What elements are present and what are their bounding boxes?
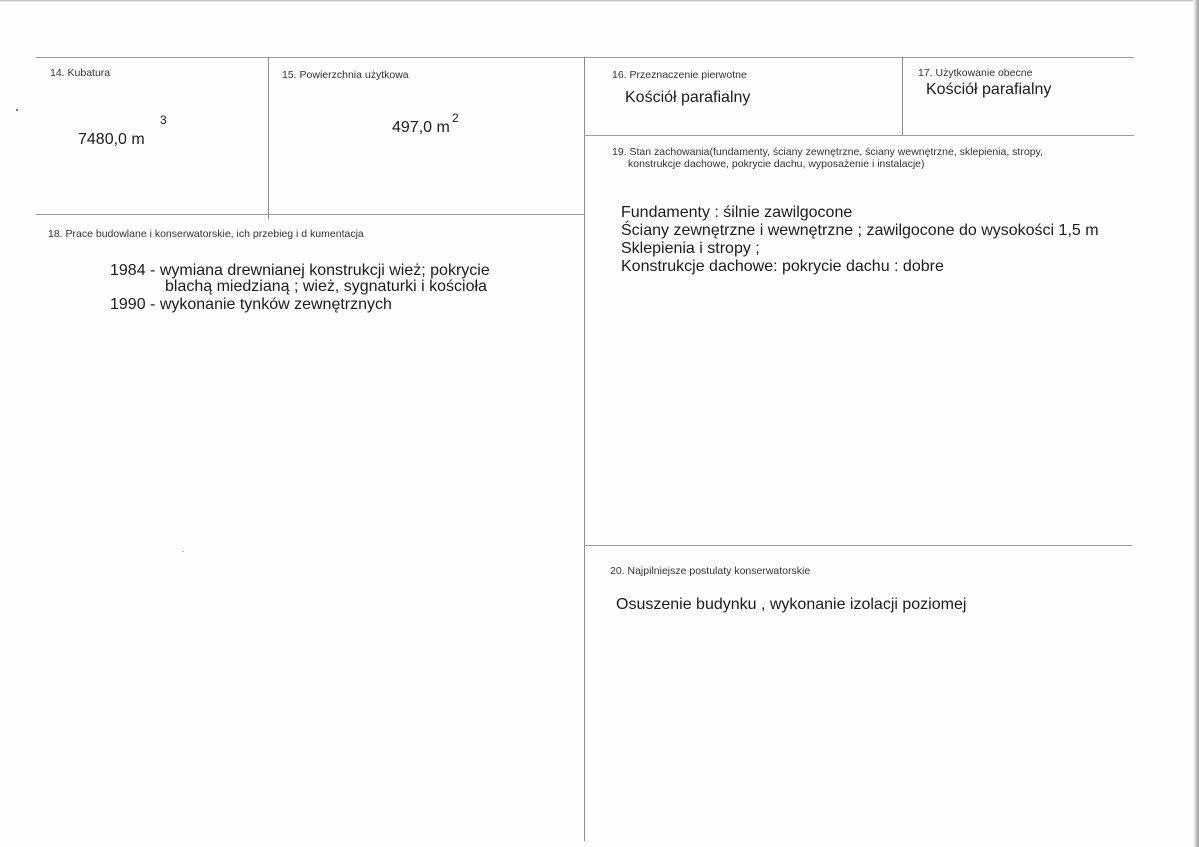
divider-14-15 — [268, 57, 269, 219]
przeznaczenie-label: 16. Przeznaczenie pierwotne — [612, 69, 747, 81]
top-border-line — [36, 57, 1134, 58]
stan-zachowania-label-line2: konstrukcje dachowe, pokrycie dachu, wyposażenie i instalacje) — [628, 158, 925, 170]
line-above-20 — [584, 545, 1132, 546]
stan-zachowania-line-1: Fundamenty : śilnie zawilgocone — [621, 204, 853, 221]
powierzchnia-value: 497,0 m — [392, 119, 450, 136]
stan-zachowania-line-4: Konstrukcje dachowe: pokrycie dachu : dobre — [621, 258, 944, 275]
uzytkowanie-value: Kościół parafialny — [926, 81, 1052, 98]
scan-edge-top — [0, 0, 1199, 2]
kubatura-value: 7480,0 m — [78, 131, 145, 148]
stan-zachowania-label-line1: 19. Stan zachowania(fundamenty, ściany zewnętrzne, ściany wewnętrzne, sklepienia, stropy, — [612, 146, 1043, 158]
kubatura-label: 14. Kubatura — [50, 67, 111, 79]
stan-zachowania-line-2: Ściany zewnętrzne i wewnętrzne ; zawilgocone do wysokości 1,5 m — [621, 222, 1099, 239]
stan-zachowania-label — [612, 146, 1122, 170]
kubatura-exponent: 3 — [160, 113, 167, 127]
prace-line-1: 1984 - wymiana drewnianej konstrukcji wież; pokrycie — [110, 262, 490, 279]
postulaty-label: 20. Najpilniejsze postulaty konserwatorskie — [610, 565, 811, 577]
scan-edge-right — [1193, 0, 1199, 847]
scan-speck — [16, 109, 18, 111]
powierzchnia-label: 15. Powierzchnia użytkowa — [282, 69, 409, 81]
divider-16-17 — [902, 57, 903, 135]
postulaty-value: Osuszenie budynku , wykonanie izolacji poziomej — [616, 596, 967, 613]
uzytkowanie-label: 17. Użytkowanie obecne — [918, 67, 1033, 79]
prace-budowlane-label: 18. Prace budowlane i konserwatorskie, ich przebieg i d kumentacja — [48, 228, 364, 240]
stan-zachowania-line-3: Sklepienia i stropy ; — [621, 240, 760, 257]
scan-speck — [182, 551, 184, 552]
prace-line-2: blachą miedzianą ; wież, sygnaturki i kościoła — [165, 278, 487, 295]
line-below-16-17 — [584, 135, 1134, 136]
center-divider — [584, 57, 585, 841]
prace-line-3: 1990 - wykonanie tynków zewnętrznych — [110, 296, 392, 313]
line-above-18 — [36, 214, 584, 215]
przeznaczenie-value: Kościół parafialny — [625, 89, 751, 106]
powierzchnia-exponent: 2 — [452, 111, 459, 125]
